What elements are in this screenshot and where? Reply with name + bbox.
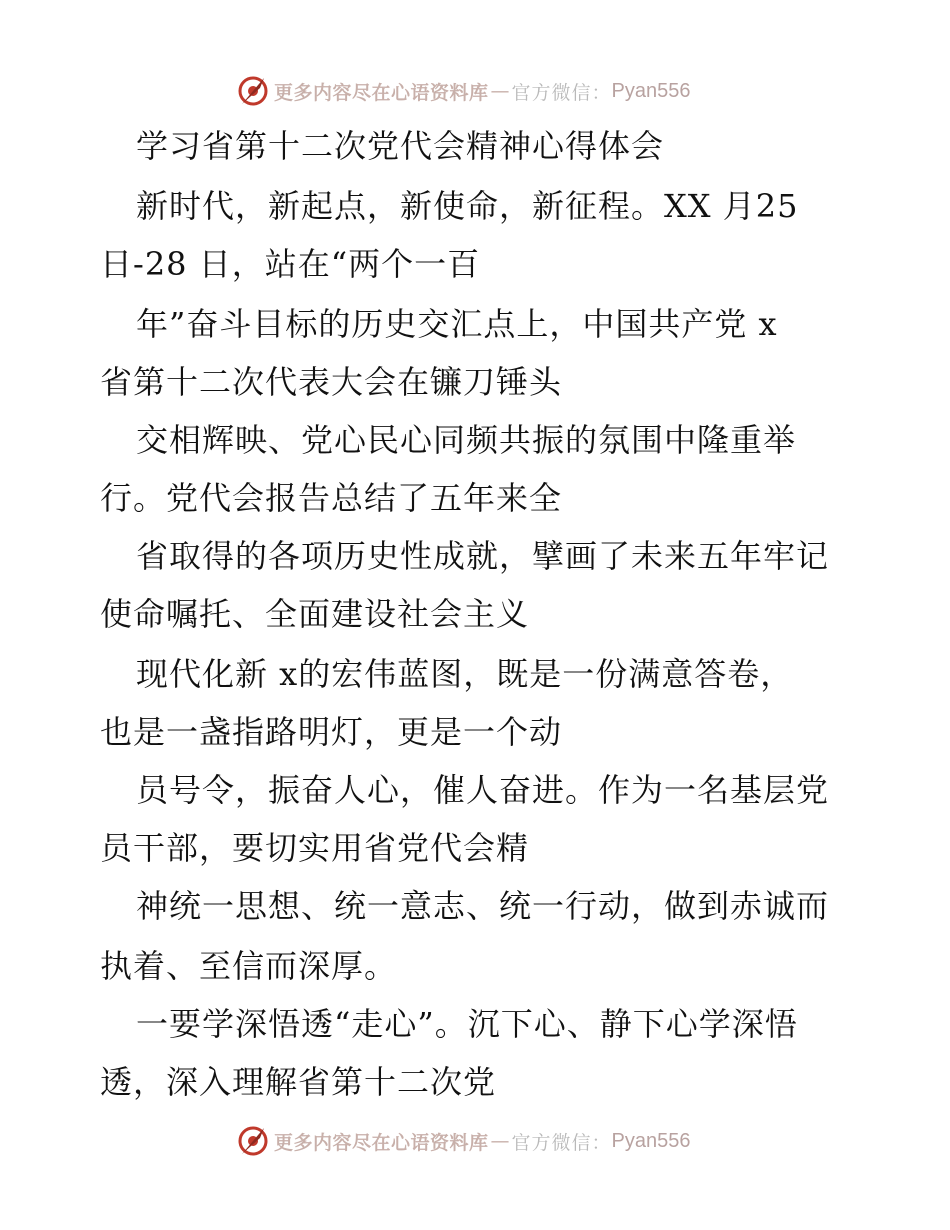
quill-circle-logo-icon: [236, 74, 270, 108]
watermark-id: Pyan556: [611, 1129, 691, 1152]
text-line: 也是一盏指路明灯，更是一个动: [100, 713, 563, 751]
text-line: 透，深入理解省第十二次党: [100, 1063, 497, 1101]
watermark-text: 更多内容尽在心语资料库: [274, 81, 489, 104]
watermark-text: 更多内容尽在心语资料库: [274, 1131, 489, 1154]
text-line: 神统一思想、统一意志、统一行动，做到赤诚而: [136, 887, 830, 925]
text-line: 现代化新 x的宏伟蓝图，既是一份满意答卷，: [136, 655, 794, 693]
watermark-dash: —: [490, 1130, 510, 1152]
watermark-id: Pyan556: [611, 79, 691, 102]
text-line: 日-28 日，站在“两个一百: [100, 245, 481, 283]
watermark-dash: —: [490, 80, 510, 102]
quill-circle-logo-icon: [236, 1124, 270, 1158]
text-line: 员号令，振奋人心，催人奋进。作为一名基层党: [136, 771, 830, 809]
text-line: 交相辉映、党心民心同频共振的氛围中隆重举: [136, 421, 797, 459]
text-line: 省取得的各项历史性成就，擘画了未来五年牢记: [136, 537, 830, 575]
text-line: 行。党代会报告总结了五年来全: [100, 479, 563, 517]
text-line: 执着、至信而深厚。: [100, 947, 398, 985]
text-line: 省第十二次代表大会在镰刀锤头: [100, 363, 563, 401]
text-line: 一要学深悟透“走心”。沉下心、静下心学深悟: [136, 1005, 798, 1043]
watermark-label: 官方微信：: [511, 81, 612, 104]
text-line: 员干部，要切实用省党代会精: [100, 829, 530, 867]
text-line: 年”奋斗目标的历史交汇点上，中国共产党 x: [136, 305, 778, 343]
footer-watermark: [236, 1124, 691, 1158]
document-title: 学习省第十二次党代会精神心得体会: [136, 127, 665, 165]
text-line: 使命嘱托、全面建设社会主义: [100, 595, 530, 633]
watermark-label: 官方微信：: [511, 1131, 612, 1154]
text-line: 新时代，新起点，新使命，新征程。XX 月25: [136, 187, 799, 225]
header-watermark: [236, 74, 691, 108]
